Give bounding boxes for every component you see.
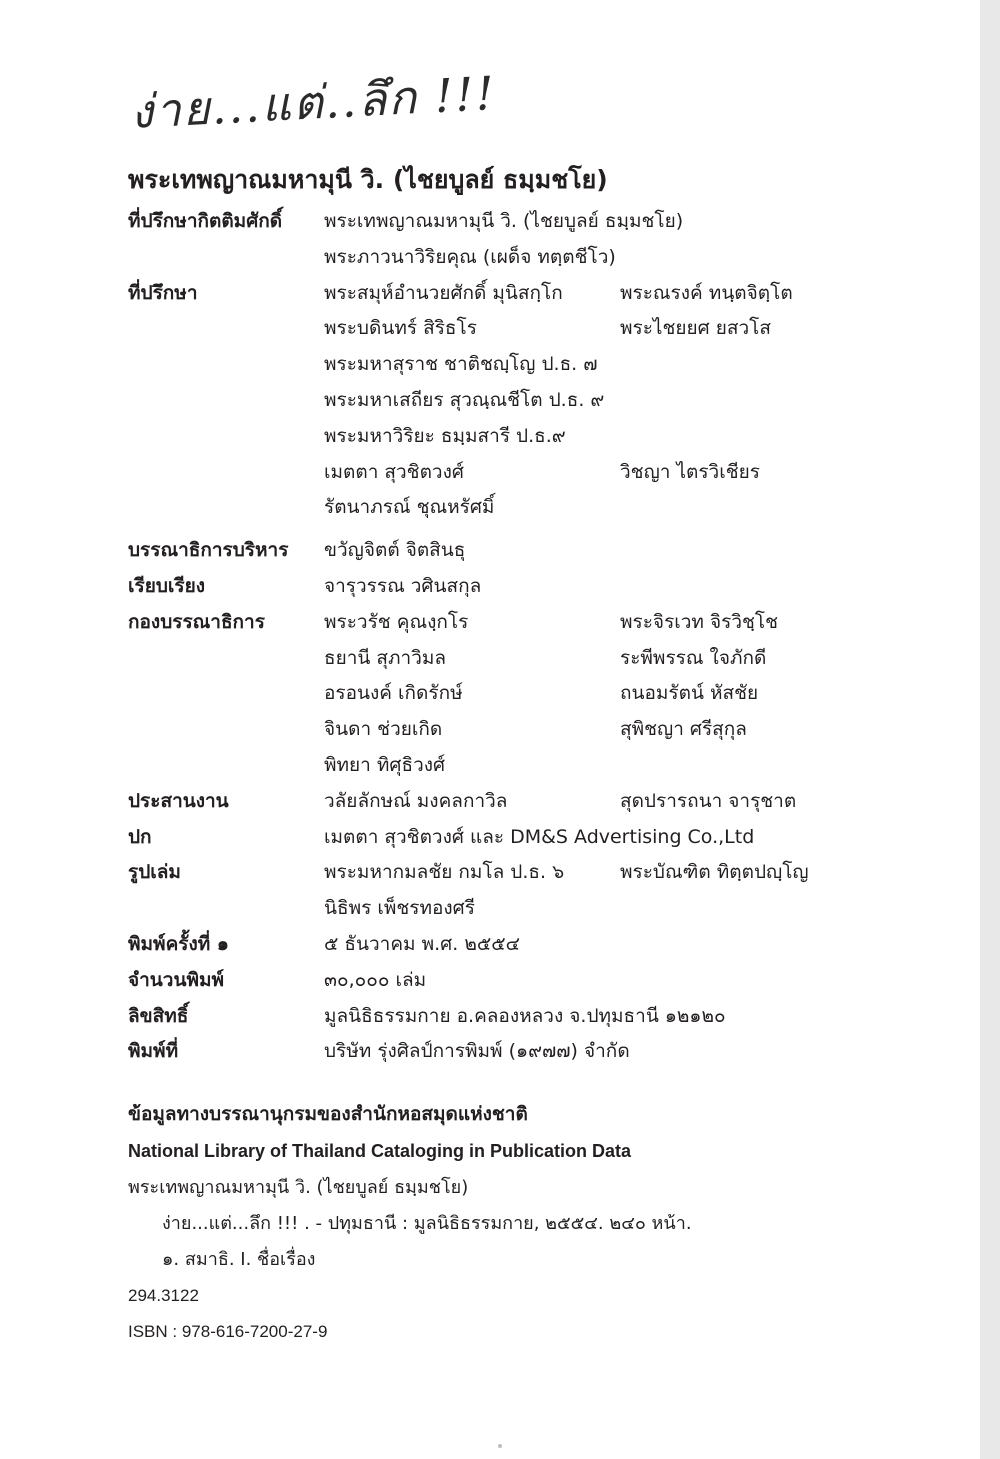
credit-name: สุพิชญา ศรีสุกุล	[620, 718, 747, 741]
credit-group-layout	[128, 855, 948, 927]
credit-name: พระบดินทร์ สิริธโร	[324, 317, 477, 340]
credit-name: สุดปรารถนา จารุชาต	[620, 789, 797, 812]
credit-row	[324, 748, 948, 784]
credits-list	[128, 204, 948, 1070]
credit-name: ถนอมรัตน์ หัสชัย	[620, 682, 759, 705]
credit-name: รัตนาภรณ์ ชุณหรัศมิ์	[324, 496, 495, 519]
credit-role: กองบรรณาธิการ	[128, 610, 265, 633]
credit-name: ธยานี สุภาวิมล	[324, 646, 447, 669]
credit-role: พิมพ์ที่	[128, 1040, 179, 1063]
credit-group-honorary-advisor	[128, 204, 948, 276]
credit-row	[324, 347, 948, 383]
credit-name: พระมหาเสถียร สุวณฺณชีโต ป.ธ. ๙	[324, 388, 605, 411]
credit-name: พระภาวนาวิริยคุณ (เผด็จ ทตฺตชีโว)	[324, 245, 616, 268]
credit-name: เมตตา สุวชิตวงศ์ และ DM&S Advertising Co.,Ltd	[324, 825, 755, 848]
credit-group-advisor	[128, 276, 948, 527]
credit-row	[324, 820, 948, 856]
credit-row	[324, 855, 948, 891]
cip-isbn: ISBN : 978-616-7200-27-9	[128, 1322, 328, 1341]
credit-group-compiler	[128, 569, 948, 605]
credit-row	[324, 569, 948, 605]
credit-row	[324, 311, 948, 347]
credit-row	[324, 533, 948, 569]
credit-row	[324, 641, 948, 677]
credit-row	[324, 383, 948, 419]
credit-row	[324, 999, 948, 1035]
credit-row	[324, 784, 948, 820]
credit-role: ปก	[128, 825, 152, 848]
credit-name: วลัยลักษณ์ มงคลกาวิล	[324, 789, 508, 812]
credit-row	[324, 490, 948, 526]
credit-name: พระไชยยศ ยสวโส	[620, 317, 771, 340]
credit-name: พระบัณฑิต ทิตฺตปญฺโญ	[620, 861, 809, 884]
credit-name: พระมหาสุราช ชาติชญฺโญ ป.ธ. ๗	[324, 353, 598, 376]
credit-name: ๕ ธันวาคม พ.ศ. ๒๕๕๔	[324, 932, 520, 955]
credit-name: ระพีพรรณ ใจภักดี	[620, 646, 767, 669]
credit-name: นิธิพร เพ็ชรทองศรี	[324, 897, 475, 920]
credit-group-printer	[128, 1034, 948, 1070]
credit-row	[324, 455, 948, 491]
credit-role: บรรณาธิการบริหาร	[128, 539, 289, 562]
handwritten-title: ง่าย...แต่..ลึก !!!	[129, 65, 498, 140]
credit-name: วิชญา ไตรวิเชียร	[620, 460, 760, 483]
credit-role: ที่ปรึกษากิตติมศักดิ์	[128, 210, 283, 232]
credit-name: พระณรงค์ ทนฺตจิตฺโต	[620, 281, 793, 304]
credit-name: พระมหาวิริยะ ธมฺมสารี ป.ธ.๙	[324, 424, 566, 447]
credit-role: พิมพ์ครั้งที่ ๑	[128, 932, 229, 955]
credit-name: พระจิรเวท จิรวิชฺโช	[620, 610, 779, 633]
credit-group-executive-editor	[128, 533, 948, 569]
credit-name: จารุวรรณ วศินสกุล	[324, 574, 482, 597]
credit-name: พระวรัช คุณงฺกโร	[324, 610, 469, 633]
credit-role: จำนวนพิมพ์	[128, 968, 225, 991]
credit-row	[324, 712, 948, 748]
credit-name: บริษัท รุ่งศิลป์การพิมพ์ (๑๙๗๗) จำกัด	[324, 1040, 630, 1063]
credit-name: จินดา ช่วยเกิด	[324, 718, 443, 741]
credit-name: พระสมุห์อำนวยศักดิ์ มุนิสกฺโก	[324, 281, 563, 304]
credit-role: ประสานงาน	[128, 789, 229, 812]
credit-row	[324, 276, 948, 312]
credit-name: ขวัญจิตต์ จิตสินธุ	[324, 539, 466, 562]
cip-author-line: พระเทพญาณมหามุนี วิ. (ไชยบูลย์ ธมฺมชโย)	[128, 1177, 469, 1198]
cip-classification: 294.3122	[128, 1286, 199, 1305]
credit-name: พระเทพญาณมหามุนี วิ. (ไชยบูลย์ ธมฺมชโย)	[324, 210, 684, 232]
credit-name: พิทยา ทิศุธิวงศ์	[324, 753, 446, 776]
credit-role: ที่ปรึกษา	[128, 281, 198, 304]
cip-heading-english: National Library of Thailand Cataloging in Publication Data	[128, 1141, 632, 1161]
credit-group-coordinator	[128, 784, 948, 820]
credit-role: เรียบเรียง	[128, 574, 206, 597]
credit-row	[324, 927, 948, 963]
credit-group-cover	[128, 820, 948, 856]
credit-name: มูลนิธิธรรมกาย อ.คลองหลวง จ.ปทุมธานี ๑๒๑๒๐	[324, 1004, 726, 1027]
cip-subject-line: ๑. สมาธิ. I. ชื่อเรื่อง	[162, 1249, 316, 1270]
author-heading: พระเทพญาณมหามุนี วิ. (ไชยบูลย์ ธมฺมชโย)	[128, 165, 608, 194]
page-mark	[498, 1444, 502, 1448]
cip-title-line: ง่าย...แต่...ลึก !!! . - ปทุมธานี : มูลนิธิธรรมกาย, ๒๕๕๔. ๒๔๐ หน้า.	[162, 1213, 692, 1234]
credit-role: ลิขสิทธิ์	[128, 1004, 189, 1027]
credit-row	[324, 605, 948, 641]
cataloging-in-publication	[128, 1096, 948, 1350]
credit-group-print-run	[128, 963, 948, 999]
credit-row	[324, 676, 948, 712]
credit-row	[324, 1034, 948, 1070]
credit-group-first-printing	[128, 927, 948, 963]
credit-name: ๓๐,๐๐๐ เล่ม	[324, 968, 427, 991]
credit-row	[324, 204, 948, 240]
credit-row	[324, 963, 948, 999]
credit-role: รูปเล่ม	[128, 861, 181, 884]
credit-group-copyright	[128, 999, 948, 1035]
credit-name: พระมหากมลชัย กมโล ป.ธ. ๖	[324, 861, 565, 884]
credit-name: อรอนงค์ เกิดรักษ์	[324, 682, 463, 705]
credit-row	[324, 419, 948, 455]
credit-name: เมตตา สุวชิตวงศ์	[324, 460, 464, 483]
credit-group-editorial-board	[128, 605, 948, 784]
credit-row	[324, 891, 948, 927]
credit-row	[324, 240, 948, 276]
cip-heading-thai: ข้อมูลทางบรรณานุกรมของสำนักหอสมุดแห่งชาติ	[128, 1103, 528, 1125]
page-edge-strip	[980, 0, 1000, 1459]
